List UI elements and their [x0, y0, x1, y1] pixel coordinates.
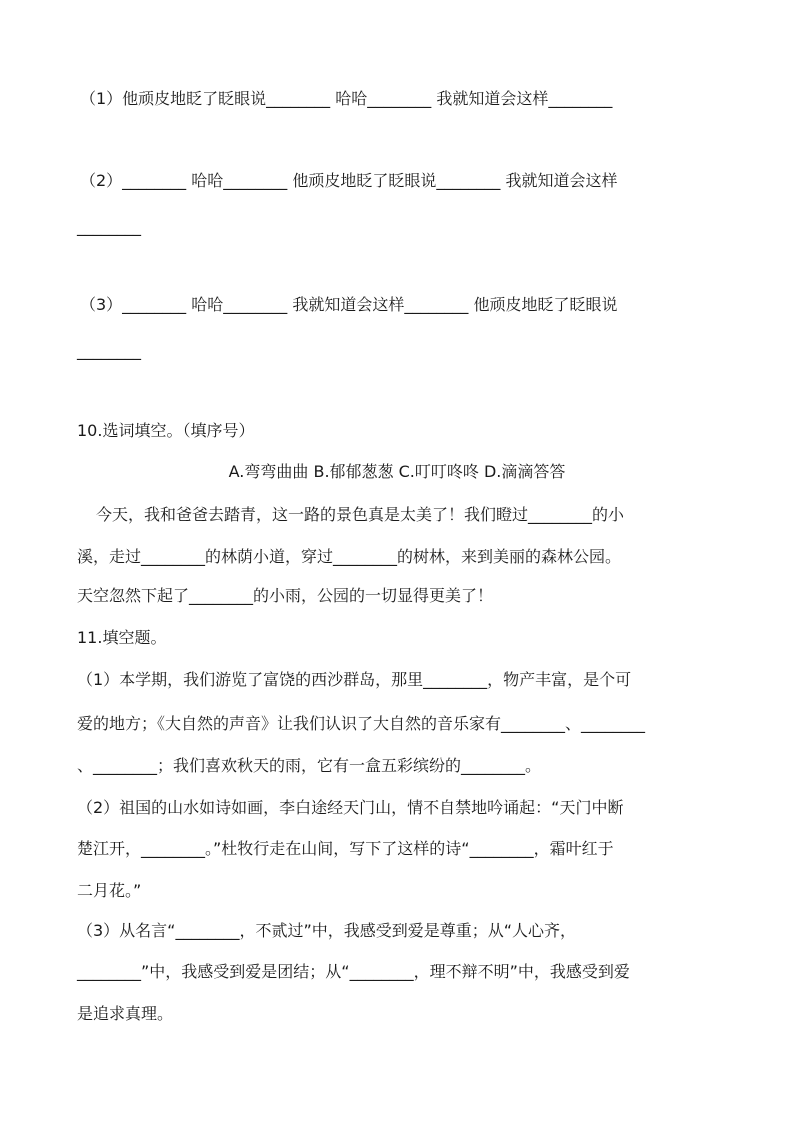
q11-part1-line-3: 、________；我们喜欢秋天的雨，它有一盒五彩缤纷的________。 — [77, 756, 542, 775]
q9-item-2: （2）________ 哈哈________ 他顽皮地眨了眨眼说________ 我就知道会这样 — [80, 171, 618, 190]
q9-item-3: （3）________ 哈哈________ 我就知道会这样________ 他顽皮地眨了眨眼说 — [80, 295, 618, 314]
q10-passage-line-2: 溪，走过________的林荫小道，穿过________的树林，来到美丽的森林公园。 — [77, 547, 622, 566]
q11-part2-line-1: （2）祖国的山水如诗如画，李白途经天门山，情不自禁地吟诵起：“天门中断 — [77, 798, 624, 817]
q9-item-3-continuation: ________ — [77, 341, 141, 360]
q11-part1-line-1: （1）本学期，我们游览了富饶的西沙群岛，那里________，物产丰富，是个可 — [77, 670, 632, 689]
q11-part3-line-1: （3）从名言“________，不贰过”中，我感受到爱是尊重；从“人心齐， — [77, 921, 577, 940]
q10-options: A.弯弯曲曲 B.郁郁葱葱 C.叮叮咚咚 D.滴滴答答 — [228, 462, 566, 481]
q11-part3-line-3: 是追求真理。 — [77, 1004, 174, 1023]
q10-passage-line-3: 天空忽然下起了________的小雨，公园的一切显得更美了！ — [77, 586, 494, 605]
q11-title: 11.填空题。 — [77, 628, 167, 647]
q10-title: 10.选词填空。（填序号） — [77, 421, 255, 440]
q11-part2-line-3: 二月花。” — [77, 881, 142, 900]
q9-item-2-continuation: ________ — [77, 217, 141, 236]
q10-passage-line-1: 今天，我和爸爸去踏青，这一路的景色真是太美了！我们瞪过________的小 — [96, 505, 625, 524]
q9-item-1: （1）他顽皮地眨了眨眼说________ 哈哈________ 我就知道会这样________ — [80, 89, 613, 108]
q11-part1-line-2: 爱的地方；《大自然的声音》让我们认识了大自然的音乐家有________、________ — [77, 714, 646, 733]
q11-part3-line-2: ________”中，我感受到爱是团结；从“________，理不辩不明”中，我感受到爱 — [77, 962, 630, 981]
q11-part2-line-2: 楚江开，________。”杜牧行走在山间，写下了这样的诗“________，霜叶红于 — [77, 839, 614, 858]
